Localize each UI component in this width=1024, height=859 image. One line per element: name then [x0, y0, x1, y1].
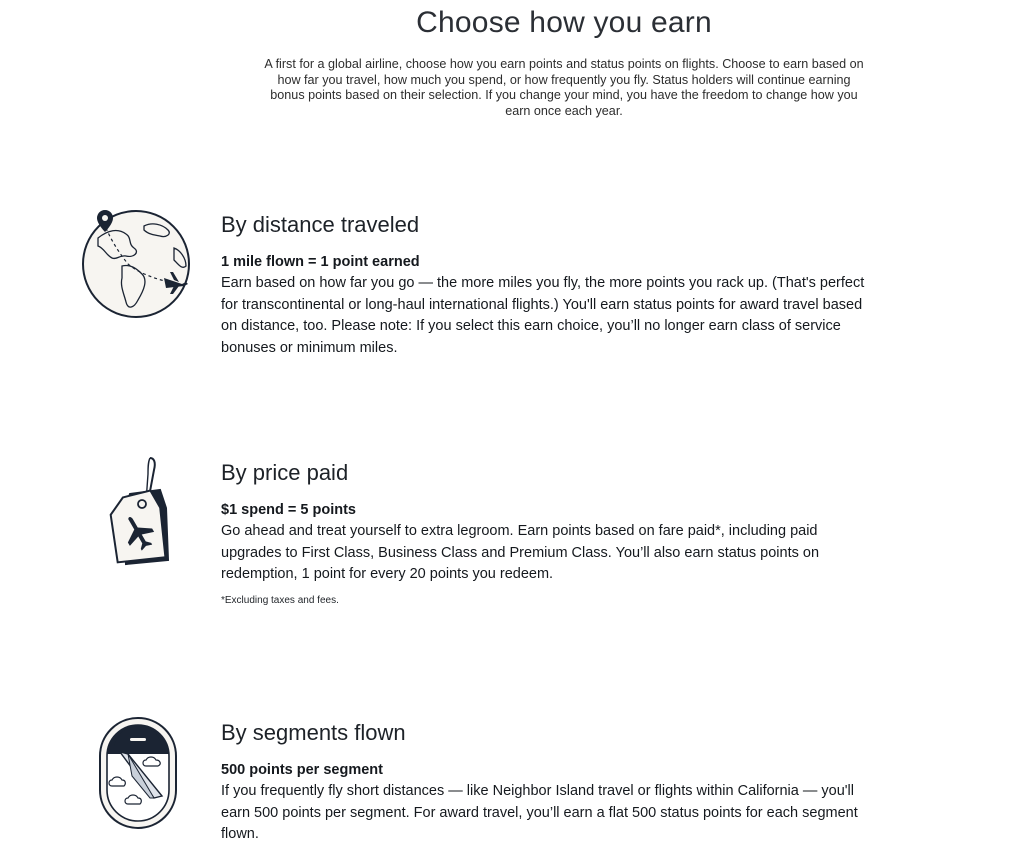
option-rate: 1 mile flown = 1 point earned	[221, 254, 420, 270]
option-description: If you frequently fly short distances — like Neighbor Island travel or flights within California — you'll earn 500 points per segment. For award travel, you’ll earn a flat 500 status points for each segment flown.	[221, 783, 858, 842]
price-tag-icon	[104, 456, 176, 577]
page-title: Choose how you earn	[416, 6, 712, 39]
option-rate: $1 spend = 5 points	[221, 502, 356, 518]
option-description: Go ahead and treat yourself to extra legroom. Earn points based on fare paid*, including paid upgrades to First Class, Business Class and Premium Class. You’ll also earn status points on redemption, 1 point for every 20 points you redeem.	[221, 523, 820, 582]
option-title: By distance traveled	[221, 212, 420, 237]
option-title: By price paid	[221, 460, 349, 485]
intro-text: A first for a global airline, choose how you earn points and status points on flights. Choose to earn based on how far you travel, how much you spend, or how frequently you fly. Status holders will continue earning bonus points based on their selection. If you change your mind, you have the freedom to change how you earn once each year.	[264, 57, 864, 118]
option-rate: 500 points per segment	[221, 762, 383, 778]
footnote: *Excluding taxes and fees.	[221, 594, 339, 606]
airplane-window-icon	[98, 716, 182, 837]
option-title: By segments flown	[221, 720, 406, 745]
globe-flight-icon	[82, 208, 198, 329]
option-description: Earn based on how far you go — the more miles you fly, the more points you rack up. (That's perfect for transcontinental or long-haul international flights.) You'll earn status points for award travel based on distance, too. Please note: If you select this earn choice, you’ll no longer earn class of service bonuses or minimum miles.	[221, 275, 865, 356]
